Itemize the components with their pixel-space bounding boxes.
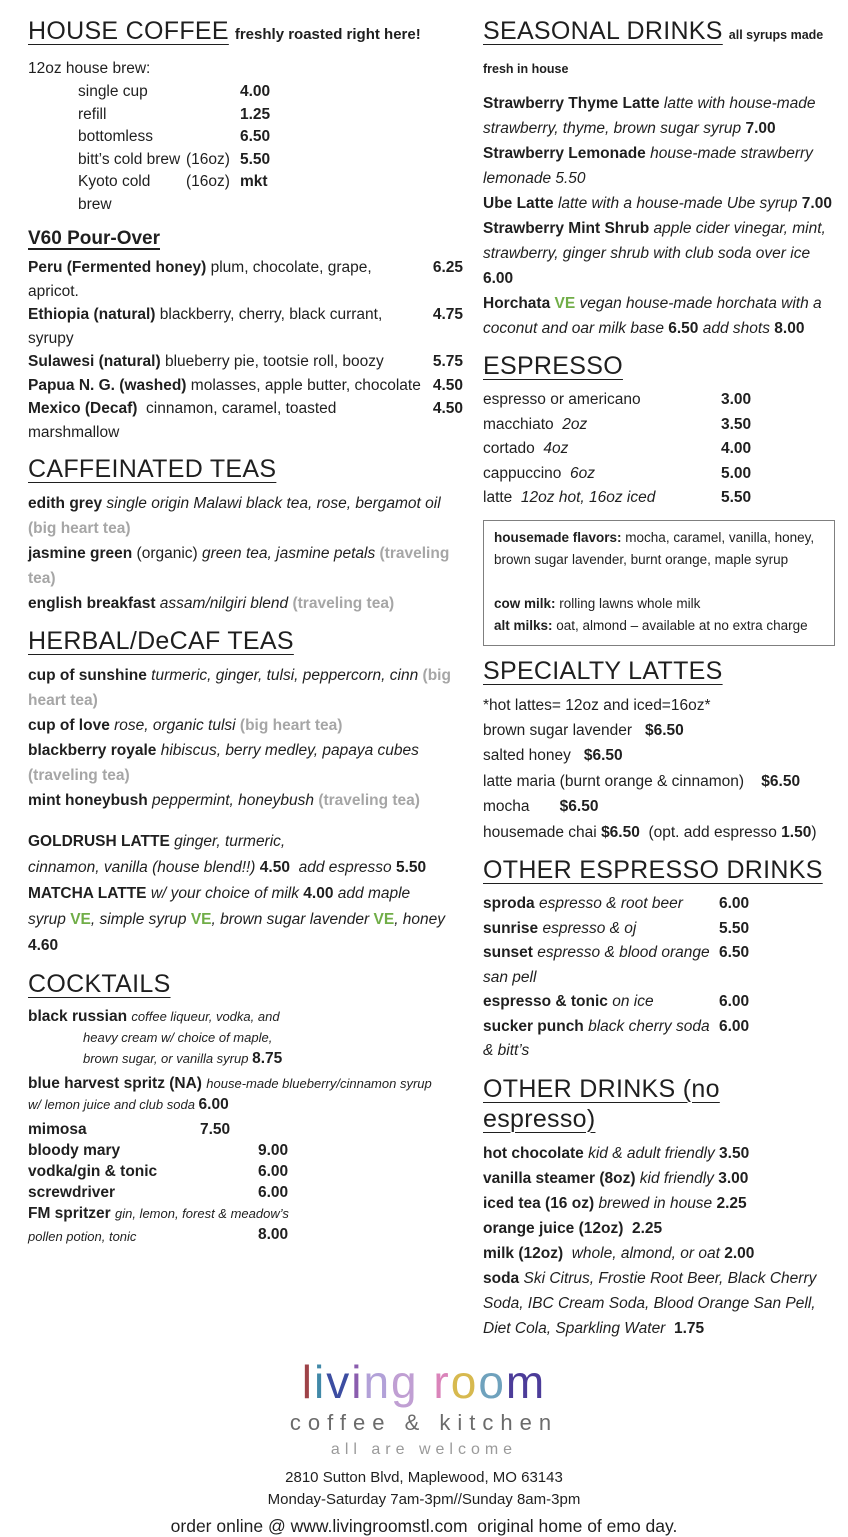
section-title-cocktails: COCKTAILS — [28, 970, 171, 998]
menu-item-line: brown sugar, or vanilla syrup 8.75 — [83, 1050, 283, 1067]
logo-letter: i — [313, 1355, 327, 1408]
price: 6.25 — [432, 259, 463, 276]
menu-item-line: Ube Latte latte with a house-made Ube syrup 7.00 — [483, 195, 832, 212]
order-online-line: order online @ www.livingroomstl.com original home of emo day. — [170, 1515, 678, 1536]
menu-item-row: vodka/gin & tonic 6.00 — [28, 1163, 289, 1180]
logo-letter: v — [326, 1355, 352, 1408]
menu-item-row: bitt’s cold brew (16oz) 5.50 — [28, 149, 463, 172]
menu-item-row: refill 1.25 — [28, 104, 463, 127]
matcha-latte-block: MATCHA LATTE w/ your choice of milk 4.00 add maple syrup VE, simple syrup VE, brown sugar lavender VE, honey 4.60 — [28, 885, 446, 954]
section-title-herbal-teas: HERBAL/DeCAF TEAS — [28, 627, 294, 655]
price: 3.00 — [721, 391, 752, 408]
goldrush-latte-block: GOLDRUSH LATTE ginger, turmeric, cinnamon, vanilla (house blend!!) 4.50 add espresso 5.50 — [28, 833, 427, 876]
menu-item-row: sproda espresso & root beer 6.00 — [483, 892, 835, 917]
menu-item-line: housemade chai $6.50 (opt. add espresso 1.50) — [483, 823, 817, 841]
logo-letter: i — [351, 1355, 364, 1408]
logo-letter: o — [478, 1355, 506, 1408]
price: 6.50 — [719, 944, 750, 961]
menu-item-row: Sulawesi (natural) blueberry pie, tootsie roll, boozy 5.75 — [28, 350, 463, 374]
price: 6.00 — [258, 1163, 289, 1180]
price: 5.75 — [432, 353, 463, 370]
price: 6.00 — [719, 895, 750, 912]
menu-item-row: Papua N. G. (washed) molasses, apple butter, chocolate 4.50 — [28, 374, 463, 398]
menu-item-line: salted honey $6.50 — [483, 747, 623, 764]
logo-letter: n — [363, 1355, 392, 1408]
price: 4.50 — [432, 400, 463, 417]
menu-item-row: Mexico (Decaf) cinnamon, caramel, toasted marshmallow 4.50 — [28, 397, 463, 444]
menu-item-row: bloody mary 9.00 — [28, 1142, 289, 1159]
menu-item-line: jasmine green (organic) green tea, jasmine petals (traveling tea) — [28, 545, 454, 587]
logo-letter: m — [505, 1355, 547, 1408]
section-title-espresso: ESPRESSO — [483, 352, 623, 380]
menu-item-line: FM spritzer gin, lemon, forest & meadow’s — [28, 1205, 289, 1222]
house-coffee-tagline: freshly roasted right here! — [234, 26, 421, 43]
menu-item-line: edith grey single origin Malawi black tea, rose, bergamot oil (big heart tea) — [28, 495, 445, 537]
section-title-v60: V60 Pour-Over — [28, 228, 160, 249]
section-title-house-coffee: HOUSE COFFEE freshly roasted right here! — [28, 17, 421, 45]
milk-and-flavors-info-box — [483, 520, 835, 646]
menu-item-row: latte 12oz hot, 16oz iced 5.50 — [483, 486, 835, 511]
info-line: alt milks: oat, almond – available at no extra charge — [494, 617, 808, 633]
menu-item-row: pollen potion, tonic 8.00 — [28, 1224, 463, 1249]
menu-item-line: cup of sunshine turmeric, ginger, tulsi, peppercorn, cinn (big heart tea) — [28, 667, 456, 709]
menu-item-line: mint honeybush peppermint, honeybush (traveling tea) — [28, 792, 420, 809]
menu-item-row: mimosa 7.50 — [28, 1121, 231, 1138]
hours-line: Monday-Saturday 7am-3pm//Sunday 8am-3pm — [267, 1490, 581, 1508]
menu-item-line: Horchata VE vegan house-made horchata with a coconut and oar milk base 6.50 add shots 8.00 — [483, 295, 826, 337]
menu-item-line: Strawberry Mint Shrub apple cider vinegar, mint, strawberry, ginger shrub with club soda over ice 6.00 — [483, 220, 831, 287]
menu-item-row: cortado 4oz 4.00 — [483, 437, 835, 462]
house-brew-intro: 12oz house brew: — [28, 60, 151, 77]
section-title-other-espresso-drinks: OTHER ESPRESSO DRINKS — [483, 856, 823, 884]
logo-letter: g — [391, 1355, 419, 1408]
section-title-seasonal-drinks: SEASONAL DRINKS all syrups made fresh in house — [483, 17, 824, 76]
price: 6.00 — [258, 1184, 289, 1201]
menu-item-row: macchiato 2oz 3.50 — [483, 413, 835, 438]
menu-item-line: heavy cream w/ choice of maple, — [83, 1030, 273, 1045]
menu-item-row: espresso or americano 3.00 — [483, 388, 835, 413]
price: 7.50 — [200, 1121, 231, 1138]
menu-item-row: sucker punch black cherry soda & bitt’s 6.00 — [483, 1015, 835, 1064]
footer — [0, 1357, 848, 1537]
menu-item-row: espresso & tonic on ice 6.00 — [483, 990, 835, 1015]
menu-item-line: vanilla steamer (8oz) kid friendly 3.00 — [483, 1169, 749, 1187]
menu-item-row: bottomless 6.50 — [28, 126, 463, 149]
logo-letter: o — [450, 1355, 479, 1408]
price: 6.50 — [240, 128, 271, 145]
menu-item-line: milk (12oz) whole, almond, or oat 2.00 — [483, 1244, 755, 1262]
info-line: brown sugar lavender, burnt orange, maple syrup — [494, 551, 789, 567]
menu-item-line: blackberry royale hibiscus, berry medley, papaya cubes (traveling tea) — [28, 742, 428, 784]
info-line: cow milk: rolling lawns whole milk — [494, 595, 701, 611]
menu-item-row: Ethiopia (natural) blackberry, cherry, black currant, syrupy 4.75 — [28, 303, 463, 350]
price: mkt — [240, 173, 268, 190]
logo-letter: r — [433, 1355, 451, 1408]
menu-item-row: cappuccino 6oz 5.00 — [483, 462, 835, 487]
section-title-other-drinks: OTHER DRINKS (no espresso) — [483, 1074, 720, 1133]
menu-item-row: sunset espresso & blood orange san pell 6.50 — [483, 941, 835, 990]
menu-item-row: sunrise espresso & oj 5.50 — [483, 917, 835, 942]
menu-item-line: hot chocolate kid & adult friendly 3.50 — [483, 1144, 750, 1162]
info-line — [494, 571, 824, 593]
price: 5.00 — [721, 464, 752, 482]
menu-item-line: Strawberry Lemonade house-made strawberry lemonade 5.50 — [483, 145, 818, 187]
menu-item-line: soda Ski Citrus, Frostie Root Beer, Black Cherry Soda, IBC Cream Soda, Blood Orange San Pell, Diet Cola, Sparkling Water 1.75 — [483, 1269, 821, 1337]
right-column — [483, 16, 835, 1341]
menu-item-line: w/ lemon juice and club soda 6.00 — [28, 1096, 229, 1113]
specialty-note: *hot lattes= 12oz and iced=16oz* — [483, 696, 711, 714]
logo-letter — [419, 1356, 434, 1408]
menu-item-line: mocha $6.50 — [483, 798, 599, 815]
price: 4.00 — [721, 440, 752, 457]
address-line: 2810 Sutton Blvd, Maplewood, MO 63143 — [285, 1468, 563, 1486]
menu-item-line: orange juice (12oz) 2.25 — [483, 1219, 663, 1237]
price: 8.00 — [258, 1226, 289, 1243]
logo-letter: l — [301, 1355, 314, 1408]
info-line: housemade flavors: mocha, caramel, vanilla, honey, — [494, 529, 815, 545]
menu-item-line: brown sugar lavender $6.50 — [483, 721, 684, 739]
price: 5.50 — [719, 919, 750, 937]
menu-item-line: english breakfast assam/nilgiri blend (traveling tea) — [28, 595, 395, 612]
price: 4.00 — [240, 83, 271, 100]
seasonal-tagline: all syrups made fresh in house — [483, 28, 824, 76]
logo-subtitle-all-are-welcome: all are welcome — [330, 1440, 518, 1458]
menu-item-row: Kyoto cold brew (16oz) mkt — [28, 171, 463, 216]
menu-item-line: latte maria (burnt orange & cinnamon) $6.50 — [483, 772, 801, 790]
price: 4.50 — [432, 376, 463, 394]
menu-item-line: cup of love rose, organic tulsi (big heart tea) — [28, 717, 343, 734]
section-title-specialty-lattes: SPECIALTY LATTES — [483, 656, 723, 685]
price: 3.50 — [721, 415, 752, 433]
menu-item-line: Strawberry Thyme Latte latte with house-made strawberry, thyme, brown sugar syrup 7.00 — [483, 95, 820, 137]
menu-item-row: screwdriver 6.00 — [28, 1184, 289, 1201]
menu-item-line: black russian coffee liqueur, vodka, and — [28, 1008, 280, 1025]
price: 6.00 — [719, 1017, 750, 1035]
section-title-caffeinated-teas: CAFFEINATED TEAS — [28, 455, 277, 483]
logo-subtitle-coffee-kitchen: coffee & kitchen — [289, 1409, 559, 1435]
price: 5.50 — [240, 150, 271, 168]
price: 5.50 — [721, 489, 752, 506]
menu-item-row: Peru (Fermented honey) plum, chocolate, grape, apricot. 6.25 — [28, 256, 463, 303]
price: 6.00 — [719, 993, 750, 1010]
left-column — [28, 16, 483, 1341]
menu-item-line: blue harvest spritz (NA) house-made blueberry/cinnamon syrup — [28, 1075, 432, 1092]
price: 4.75 — [432, 306, 463, 323]
price: 1.25 — [240, 105, 271, 123]
menu-item-line: iced tea (16 oz) brewed in house 2.25 — [483, 1194, 747, 1212]
price: 9.00 — [258, 1142, 289, 1159]
living-room-logo — [0, 1357, 848, 1407]
menu-item-row: single cup 4.00 — [28, 81, 463, 104]
